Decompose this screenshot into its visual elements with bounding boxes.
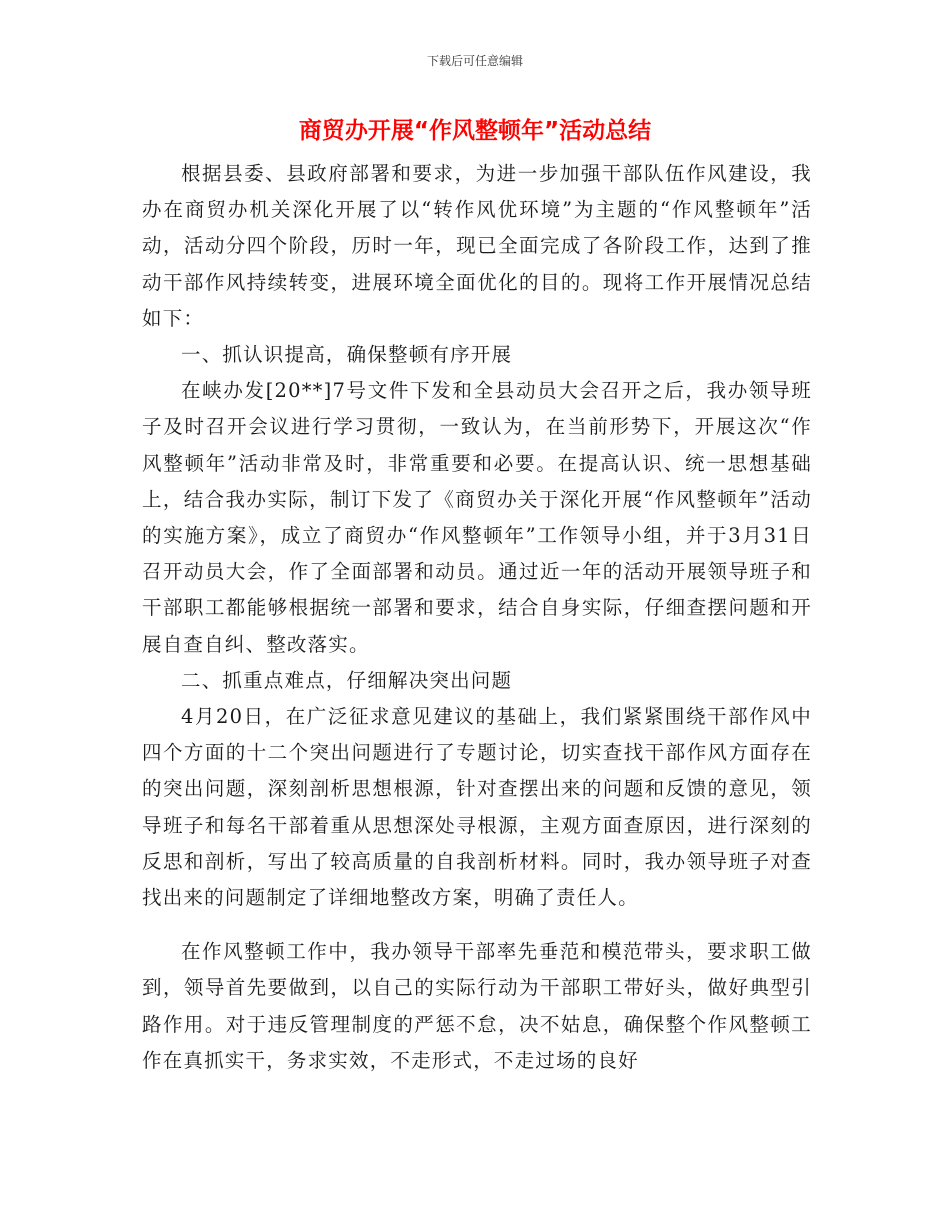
document-body: [142, 156, 812, 1079]
header-note: 下载后可任意编辑: [426, 54, 523, 68]
paragraph-section-2: 4月20日，在广泛征求意见建议的基础上，我们紧紧围绕干部作风中四个方面的十二个突出问题进行了专题讨论，切实查找干部作风方面存在的突出问题，深刻剖析思想根源，针对查摆出来的问题和反馈的意见，领导班子和每名干部着重从思想深处寻根源，主观方面查原因，进行深刻的反思和剖析，写出了较高质量的自我剖析材料。同时，我办领导班子对查找出来的问题制定了详细地整改方案，明确了责任人。: [142, 705, 812, 910]
paragraph-section-2-continued: 在作风整顿工作中，我办领导干部率先垂范和模范带头，要求职工做到，领导首先要做到，以自己的实际行动为干部职工带好头，做好典型引路作用。对于违反管理制度的严惩不怠，决不姑息，确保整个作风整顿工作在真抓实干，务求实效，不走形式，不走过场的良好: [142, 940, 812, 1072]
section-heading-1: 一、抓认识提高，确保整顿有序开展: [181, 343, 513, 367]
paragraph-section-1: 在峡办发[20**]7号文件下发和全县动员大会召开之后，我办领导班子及时召开会议进行学习贯彻，一致认为，在当前形势下，开展这次“作风整顿年”活动非常及时，非常重要和必要。在提高认识、统一思想基础上，结合我办实际，制订下发了《商贸办关于深化开展“作风整顿年”活动的实施方案》，成立了商贸办“作风整顿年”工作领导小组，并于3月31日召开动员大会，作了全面部署和动员。通过近一年的活动开展领导班子和干部职工都能够根据统一部署和要求，结合自身实际，仔细查摆问题和开展自查自纠、整改落实。: [142, 379, 812, 656]
section-heading-2: 二、抓重点难点，仔细解决突出问题: [181, 668, 513, 692]
document-title: 商贸办开展“作风整顿年”活动总结: [298, 118, 652, 144]
paragraph-intro: 根据县委、县政府部署和要求，为进一步加强干部队伍作风建设，我办在商贸办机关深化开展了以“转作风优环境”为主题的“作风整顿年”活动，活动分四个阶段，历时一年，现已全面完成了各阶段工作，达到了推动干部作风持续转变，进展环境全面优化的目的。现将工作开展情况总结如下：: [142, 162, 812, 330]
